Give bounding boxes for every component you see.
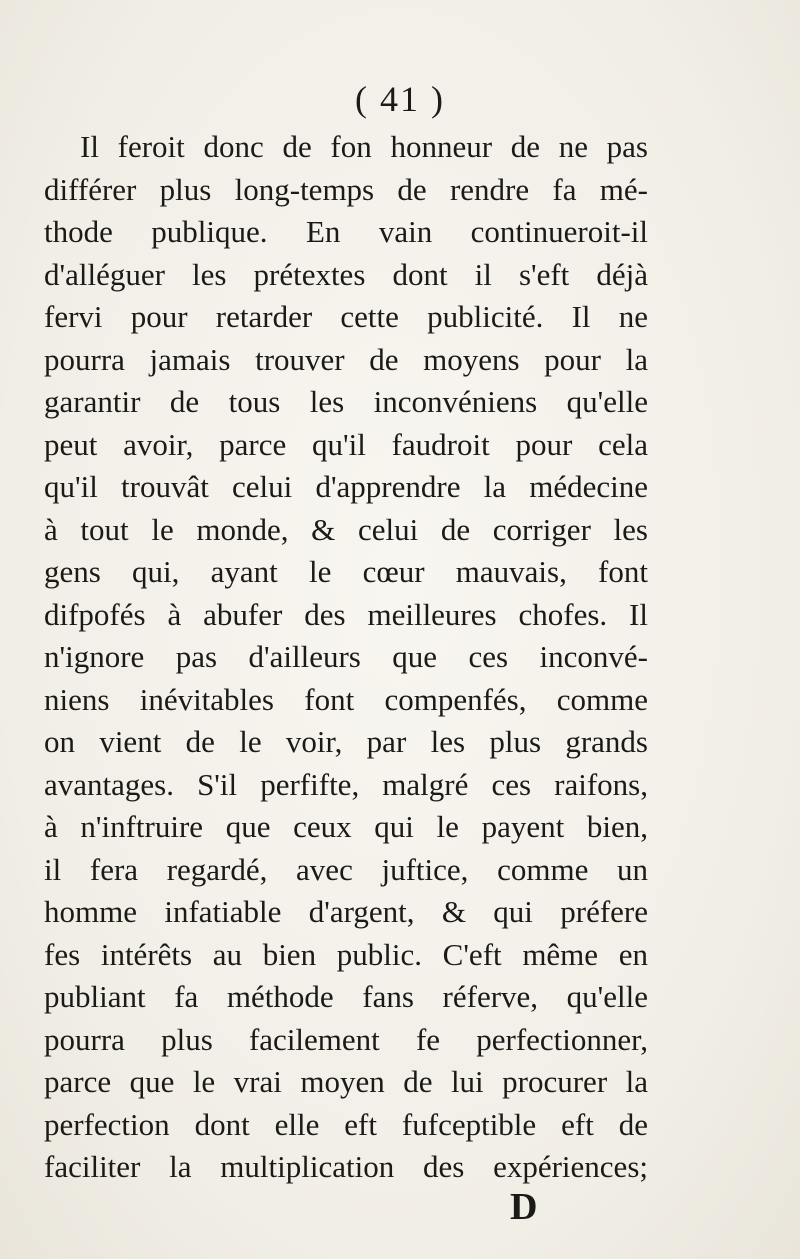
text-line: pourra plus facilement fe perfectionner,: [44, 1021, 648, 1057]
text-line: à n'inftruire que ceux qui le payent bien,: [44, 809, 648, 844]
text-line: peut avoir, parce qu'il faudroit pour cela: [44, 426, 648, 462]
text-line: faciliter la multiplication des expériences;: [44, 1149, 648, 1184]
text-line: homme infatiable d'argent, & qui préfere: [44, 894, 648, 929]
text-line: publiant fa méthode fans réferve, qu'elle: [44, 979, 648, 1014]
text-line: qu'il trouvât celui d'apprendre la médecine: [44, 469, 648, 504]
text-line: niens inévitables font compenfés, comme: [44, 681, 648, 717]
text-line: il fera regardé, avec juftice, comme un: [44, 851, 648, 887]
text-line: thode publique. En vain continueroit-il: [44, 214, 648, 249]
text-line: n'ignore pas d'ailleurs que ces inconvé-: [44, 639, 648, 674]
text-line: avantages. S'il perfifte, malgré ces raifons,: [44, 766, 648, 802]
text-line: perfection dont elle eft fufceptible eft de: [44, 1106, 648, 1142]
text-line: difpofés à abufer des meilleures chofes. Il: [44, 596, 648, 632]
text-line: garantir de tous les inconvéniens qu'elle: [44, 384, 648, 419]
show-through-ink: [655, 215, 765, 325]
text-line: d'alléguer les prétextes dont il s'eft déjà: [44, 256, 648, 292]
text-line: fervi pour retarder cette publicité. Il ne: [44, 299, 648, 334]
signature-mark: D: [510, 1186, 538, 1228]
page-number: ( 41 ): [355, 79, 445, 119]
text-line: fes intérêts au bien public. C'eft même en: [44, 936, 648, 972]
text-line: on vient de le voir, par les plus grands: [44, 724, 648, 759]
body-text: [44, 126, 648, 1189]
text-line: Il feroit donc de fon honneur de ne pas: [80, 129, 648, 164]
text-line: gens qui, ayant le cœur mauvais, font: [44, 554, 648, 589]
text-line: pourra jamais trouver de moyens pour la: [44, 341, 648, 377]
text-line: à tout le monde, & celui de corriger les: [44, 511, 648, 547]
text-line: différer plus long-temps de rendre fa mé-: [44, 171, 648, 207]
text-line: parce que le vrai moyen de lui procurer la: [44, 1064, 648, 1099]
